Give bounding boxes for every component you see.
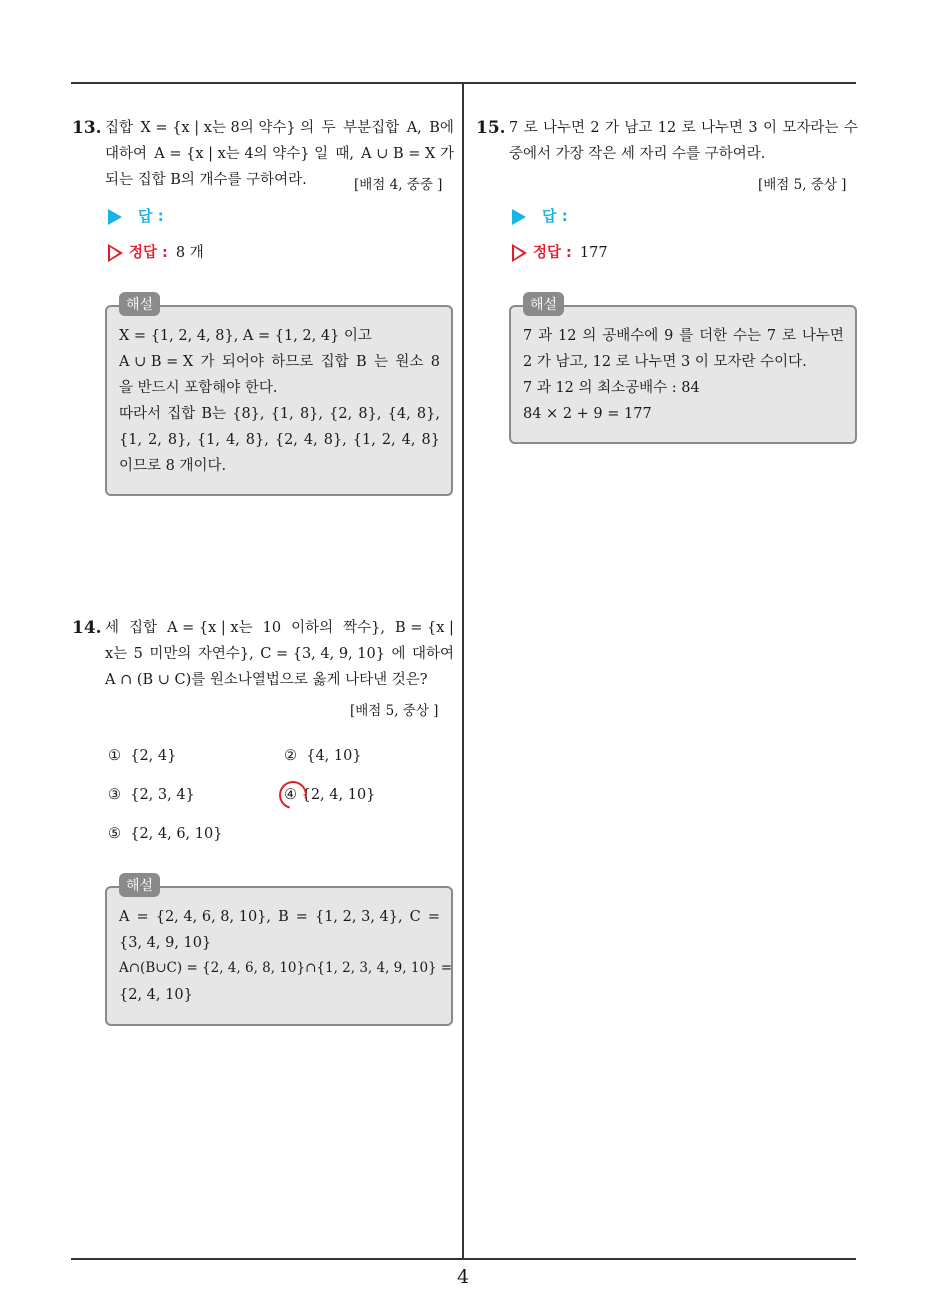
answer-row: 답 : xyxy=(108,205,164,226)
question-line: 세 집합 A = {x | x는 10 이하의 짝수}, B = {x | xyxy=(105,620,454,636)
choice-1[interactable]: ① {2, 4} xyxy=(108,748,177,764)
correct-answer-value: 177 xyxy=(579,245,608,261)
correct-answer-value: 8 개 xyxy=(175,245,204,261)
play-triangle-icon xyxy=(108,209,122,225)
explanation-line: {2, 4, 10} xyxy=(119,987,193,1003)
answer-row: 답 : xyxy=(512,205,568,226)
explanation-line: {3, 4, 9, 10} xyxy=(119,935,212,951)
question-line: 7 로 나누면 2 가 남고 12 로 나누면 3 이 모자라는 수 xyxy=(509,120,858,136)
explanation-line: X = {1, 2, 4, 8}, A = {1, 2, 4} 이고 xyxy=(119,328,372,344)
outline-triangle-icon xyxy=(108,244,123,262)
play-triangle-icon xyxy=(512,209,526,225)
question-line: 대하여 A = {x | x는 4의 약수} 일 때, A ∪ B = X 가 xyxy=(105,146,454,162)
column-divider xyxy=(462,82,464,1259)
score-difficulty: [배점 4, 중중 ] xyxy=(354,177,443,193)
question-line: A ∩ (B ∪ C)를 원소나열법으로 옳게 나타낸 것은? xyxy=(105,672,428,688)
explanation-line: {1, 2, 8}, {1, 4, 8}, {2, 4, 8}, {1, 2, 4, 8} xyxy=(119,432,440,448)
correct-answer-circle-mark xyxy=(274,776,312,814)
question-number: 15. xyxy=(476,118,506,138)
score-difficulty: [배점 5, 중상 ] xyxy=(758,177,847,193)
page-number: 4 xyxy=(456,1266,470,1288)
explanation-line: 따라서 집합 B는 {8}, {1, 8}, {2, 8}, {4, 8}, xyxy=(119,406,440,422)
question-number: 13. xyxy=(72,118,102,138)
question-line: x는 5 미만의 자연수}, C = {3, 4, 9, 10} 에 대하여 xyxy=(105,646,454,662)
explanation-tag: 해설 xyxy=(119,873,160,897)
choice-3[interactable]: ③ {2, 3, 4} xyxy=(108,787,195,803)
explanation-line: 이므로 8 개이다. xyxy=(119,458,227,474)
correct-answer-row: 정답 : 177 xyxy=(512,241,608,262)
question-number: 14. xyxy=(72,618,102,638)
explanation-box xyxy=(509,305,857,444)
top-rule xyxy=(71,82,856,84)
explanation-line: 7 과 12 의 최소공배수 : 84 xyxy=(523,380,700,396)
choice-2[interactable]: ② {4, 10} xyxy=(284,748,362,764)
choice-4[interactable]: ④ {2, 4, 10} xyxy=(284,787,376,803)
explanation-line: A = {2, 4, 6, 8, 10}, B = {1, 2, 3, 4}, C = xyxy=(119,909,440,925)
choice-5[interactable]: ⑤ {2, 4, 6, 10} xyxy=(108,826,223,842)
explanation-line: 을 반드시 포함해야 한다. xyxy=(119,380,278,396)
explanation-tag: 해설 xyxy=(523,292,564,316)
question-line: 집합 X = {x | x는 8의 약수} 의 두 부분집합 A, B에 xyxy=(105,120,454,136)
question-line: 중에서 가장 작은 세 자리 수를 구하여라. xyxy=(509,146,766,162)
outline-triangle-icon xyxy=(512,244,527,262)
explanation-box xyxy=(105,886,453,1026)
explanation-tag: 해설 xyxy=(119,292,160,316)
bottom-rule xyxy=(71,1258,856,1260)
explanation-line: 2 가 남고, 12 로 나누면 3 이 모자란 수이다. xyxy=(523,354,807,370)
explanation-line: 84 × 2 + 9 = 177 xyxy=(523,406,652,422)
explanation-line: A ∪ B = X 가 되어야 하므로 집합 B 는 원소 8 xyxy=(119,354,440,370)
correct-answer-row: 정답 : 8 개 xyxy=(108,241,204,262)
question-line: 되는 집합 B의 개수를 구하여라. xyxy=(105,172,307,188)
explanation-line: 7 과 12 의 공배수에 9 를 더한 수는 7 로 나누면 xyxy=(523,328,844,344)
explanation-line: A∩(B∪C) = {2, 4, 6, 8, 10}∩{1, 2, 3, 4, 9, 10} = xyxy=(119,960,453,976)
score-difficulty: [배점 5, 중상 ] xyxy=(350,703,439,719)
